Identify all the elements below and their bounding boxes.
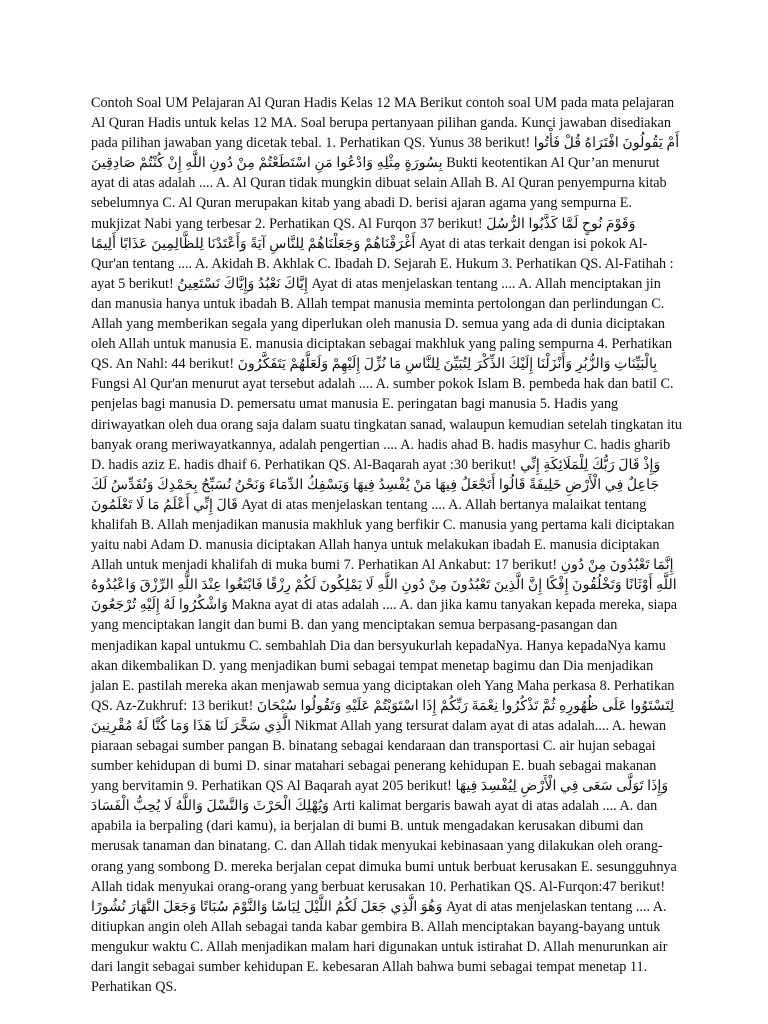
document-page	[91, 93, 683, 997]
document-body: Contoh Soal UM Pelajaran Al Quran Hadis Kelas 12 MA Berikut contoh soal UM pada mata pelajaran Al Quran Hadis untuk kelas 12 MA. Soal berupa pertanyaan pilihan ganda. Kunci jawaban disediakan pada pilihan jawaban yang dicetak tebal. 1. Perhatikan QS. Yunus 38 berikut! أَمْ يَقُولُونَ افْتَرَاهُ قُلْ فَأْتُوا بِسُورَةٍ مِثْلِهِ وَادْعُوا مَنِ اسْتَطَعْتُمْ مِنْ دُونِ اللَّهِ إِنْ كُنْتُمْ صَادِقِينَ Bukti keotentikan Al Qur’an menurut ayat di atas adalah .... A. Al Quran tidak mungkin dibuat selain Allah B. Al Quran penyempurna kitab sebelumnya C. Al Quran merupakan kitab yang abadi D. berisi ajaran agama yang sempurna E. mukjizat Nabi yang terbesar 2. Perhatikan QS. Al Furqon 37 berikut! وَقَوْمَ نُوحٍ لَمَّا كَذَّبُوا الرُّسُلَ أَغْرَقْنَاهُمْ وَجَعَلْنَاهُمْ لِلنَّاسِ آيَةً وَأَعْتَدْنَا لِلظَّالِمِينَ عَذَابًا أَلِيمًا Ayat di atas terkait dengan isi pokok Al-Qur'an tentang .... A. Akidah B. Akhlak C. Ibadah D. Sejarah E. Hukum 3. Perhatikan QS. Al-Fatihah : ayat 5 berikut! إِيَّاكَ نَعْبُدُ وَإِيَّاكَ نَسْتَعِينُ Ayat di atas menjelaskan tentang .... A. Allah menciptakan jin dan manusia hanya untuk ibadah B. Allah tempat manusia meminta pertolongan dan perlindungan C. Allah yang memberikan segala yang diperlukan oleh manusia D. semua yang ada di dunia diciptakan oleh Allah untuk manusia E. manusia diciptakan sebagai makhluk yang paling sempurna 4. Perhatikan QS. An Nahl: 44 berikut! بِالْبَيِّنَاتِ وَالزُّبُرِ وَأَنْزَلْنَا إِلَيْكَ الذِّكْرَ لِتُبَيِّنَ لِلنَّاسِ مَا نُزِّلَ إِلَيْهِمْ وَلَعَلَّهُمْ يَتَفَكَّرُونَ Fungsi Al Qur'an menurut ayat tersebut adalah .... A. sumber pokok Islam B. pembeda hak dan batil C. penjelas bagi manusia D. pemersatu umat manusia E. peringatan bagi manusia 5. Hadis yang diriwayatkan oleh dua orang saja dalam suatu tingkatan sanad, walaupun kemudian setelah tingkatan itu banyak orang meriwayatkannya, adalah pengertian .... A. hadis ahad B. hadis masyhur C. hadis gharib D. hadis aziz E. hadis dhaif 6. Perhatikan QS. Al-Baqarah ayat :30 berikut! وَإِذْ قَالَ رَبُّكَ لِلْمَلَائِكَةِ إِنِّي جَاعِلٌ فِي الْأَرْضِ خَلِيفَةً قَالُوا أَتَجْعَلُ فِيهَا مَنْ يُفْسِدُ فِيهَا وَيَسْفِكُ الدِّمَاءَ وَنَحْنُ نُسَبِّحُ بِحَمْدِكَ وَنُقَدِّسُ لَكَ قَالَ إِنِّي أَعْلَمُ مَا لَا تَعْلَمُونَ Ayat di atas menjelaskan tentang .... A. Allah bertanya malaikat tentang khalifah B. Allah menjadikan manusia makhluk yang berfikir C. manusia yang pertama kali diciptakan yaitu nabi Adam D. manusia diciptakan Allah hanya untuk melakukan ibadah E. manusia diciptakan Allah untuk menjadi khalifah di muka bumi 7. Perhatikan Al Ankabut: 17 berikut! إِنَّمَا تَعْبُدُونَ مِنْ دُونِ اللَّهِ أَوْثَانًا وَتَخْلُقُونَ إِفْكًا إِنَّ الَّذِينَ تَعْبُدُونَ مِنْ دُونِ اللَّهِ لَا يَمْلِكُونَ لَكُمْ رِزْقًا فَابْتَغُوا عِنْدَ اللَّهِ الرِّزْقَ وَاعْبُدُوهُ وَاشْكُرُوا لَهُ إِلَيْهِ تُرْجَعُونَ Makna ayat di atas adalah .... A. dan jika kamu tanyakan kepada mereka, siapa yang menciptakan langit dan bumi B. dan yang menciptakan semua berpasang-pasangan dan menjadikan kapal untukmu C. sembahlah Dia dan bersyukurlah kepadaNya. Hanya kepadaNya kamu akan dikembalikan D. yang menjadikan bumi sebagai tempat menetap bagimu dan Dia menjadikan jalan E. pastilah mereka akan menjawab semua yang diciptakan oleh Yang Maha perkasa 8. Perhatikan QS. Az-Zukhruf: 13 berikut! لِتَسْتَوُوا عَلَى ظُهُورِهِ ثُمَّ تَذْكُرُوا نِعْمَةَ رَبِّكُمْ إِذَا اسْتَوَيْتُمْ عَلَيْهِ وَتَقُولُوا سُبْحَانَ الَّذِي سَخَّرَ لَنَا هَذَا وَمَا كُنَّا لَهُ مُقْرِنِينَ Nikmat Allah yang tersurat dalam ayat di atas adalah.... A. hewan piaraan sebagai sumber pangan B. binatang sebagai kendaraan dan transportasi C. air hujan sebagai sumber kehidupan di bumi D. sinar matahari sebagai penerang kehidupan E. buah sebagai makanan yang bervitamin 9. Perhatikan QS Al Baqarah ayat 205 berikut! وَإِذَا تَوَلَّى سَعَى فِي الْأَرْضِ لِيُفْسِدَ فِيهَا وَيُهْلِكَ الْحَرْثَ وَالنَّسْلَ وَاللَّهُ لَا يُحِبُّ الْفَسَادَ Arti kalimat bergaris bawah ayat di atas adalah .... A. dan apabila ia berpaling (dari kamu), ia berjalan di bumi B. untuk mengadakan kerusakan dibumi dan merusak tanaman dan binatang. C. dan Allah tidak menyukai kebinasaan yang dilakukan oleh orang-orang yang sombong D. mereka berjalan cepat dimuka bumi untuk berbuat kerusakan E. sesungguhnya Allah tidak menyukai orang-orang yang berbuat kerusakan 10. Perhatikan QS. Al-Furqon:47 berikut! وَهُوَ الَّذِي جَعَلَ لَكُمُ اللَّيْلَ لِبَاسًا وَالنَّوْمَ سُبَاتًا وَجَعَلَ النَّهَارَ نُشُورًا Ayat di atas menjelaskan tentang .... A. ditiupkan angin oleh Allah sebagai tanda kabar gembira B. Allah menciptakan bayang-bayang untuk mengukur waktu C. Allah menjadikan malam hari digunakan untuk istirahat D. Allah menurunkan air dari langit sebagai sumber kehidupan E. kebesaran Allah bahwa bumi sebagai tempat menetap 11. Perhatikan QS.	[91, 95, 682, 996]
